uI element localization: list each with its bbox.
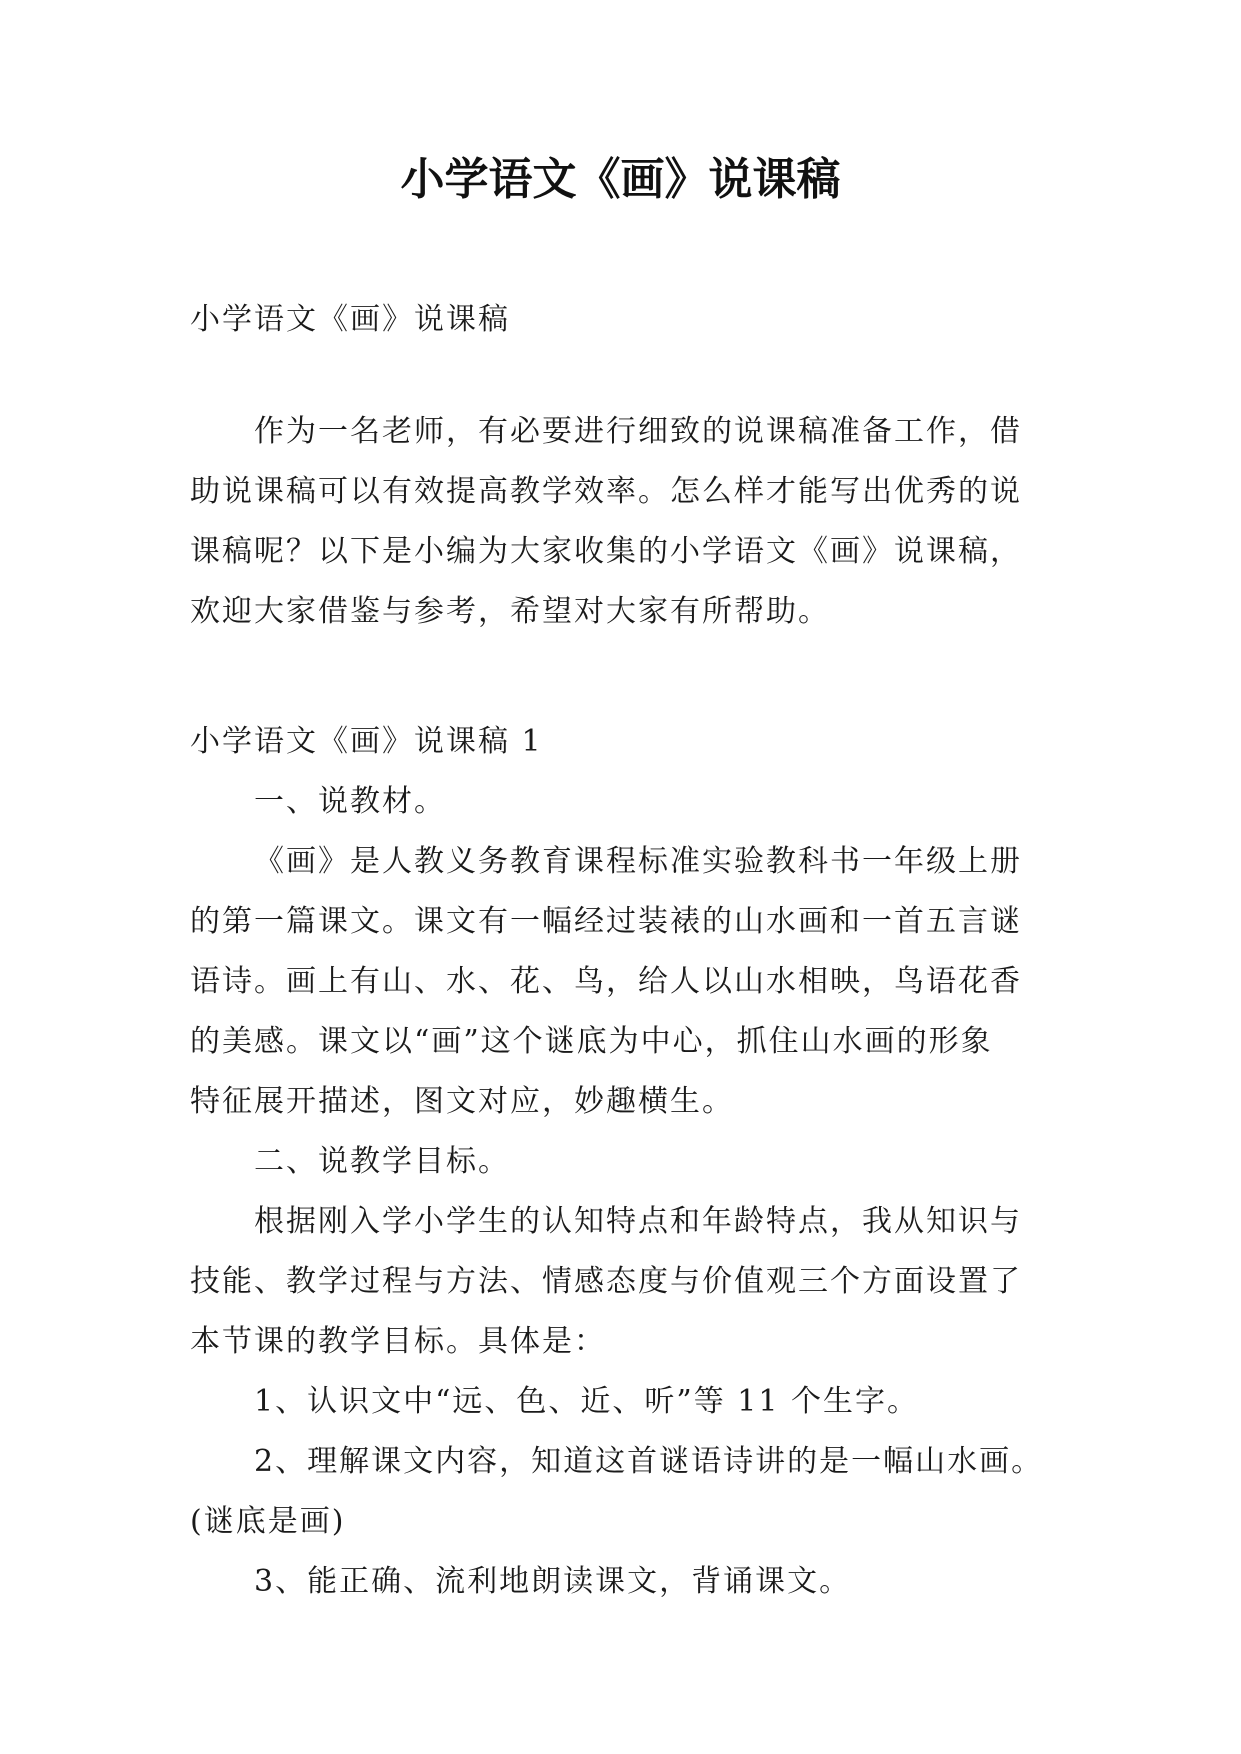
goals-intro-line: 本节课的教学目标。具体是： <box>190 1324 606 1359</box>
material-line: 特征展开描述，图文对应，妙趣横生。 <box>190 1084 734 1119</box>
material-line: 的第一篇课文。课文有一幅经过装裱的山水画和一首五言谜 <box>190 904 1022 939</box>
intro-line: 课稿呢？以下是小编为大家收集的小学语文《画》说课稿， <box>190 534 1022 569</box>
goal-line: 2、理解课文内容，知道这首谜语诗讲的是一幅山水画。 <box>254 1444 1044 1479</box>
goal-item-2 <box>190 1432 1070 1552</box>
goal-item-1: 1、认识文中“远、色、近、听”等 11 个生字。 <box>254 1384 920 1419</box>
material-line: 的美感。课文以“画”这个谜底为中心，抓住山水画的形象 <box>190 1024 993 1059</box>
heading-goals: 二、说教学目标。 <box>254 1144 510 1179</box>
intro-line: 作为一名老师，有必要进行细致的说课稿准备工作，借 <box>254 414 1022 449</box>
material-line: 语诗。画上有山、水、花、鸟，给人以山水相映，鸟语花香 <box>190 964 1022 999</box>
intro-line: 欢迎大家借鉴与参考，希望对大家有所帮助。 <box>190 594 830 629</box>
subtitle: 小学语文《画》说课稿 <box>190 302 510 337</box>
goals-intro-line: 根据刚入学小学生的认知特点和年龄特点，我从知识与 <box>254 1204 1022 1239</box>
intro-paragraph <box>190 402 1070 642</box>
material-line: 《画》是人教义务教育课程标准实验教科书一年级上册 <box>254 844 1022 879</box>
goals-intro-line: 技能、教学过程与方法、情感态度与价值观三个方面设置了 <box>190 1264 1022 1299</box>
goals-intro-paragraph <box>190 1192 1070 1372</box>
goal-line: (谜底是画) <box>190 1504 346 1539</box>
material-paragraph <box>190 832 1070 1132</box>
section-title: 小学语文《画》说课稿 1 <box>190 724 543 759</box>
document-title: 小学语文《画》说课稿 <box>400 154 841 205</box>
intro-line: 助说课稿可以有效提高教学效率。怎么样才能写出优秀的说 <box>190 474 1022 509</box>
heading-material: 一、说教材。 <box>254 784 446 819</box>
goal-item-3: 3、能正确、流利地朗读课文，背诵课文。 <box>254 1564 852 1599</box>
document-body <box>190 290 1070 1612</box>
